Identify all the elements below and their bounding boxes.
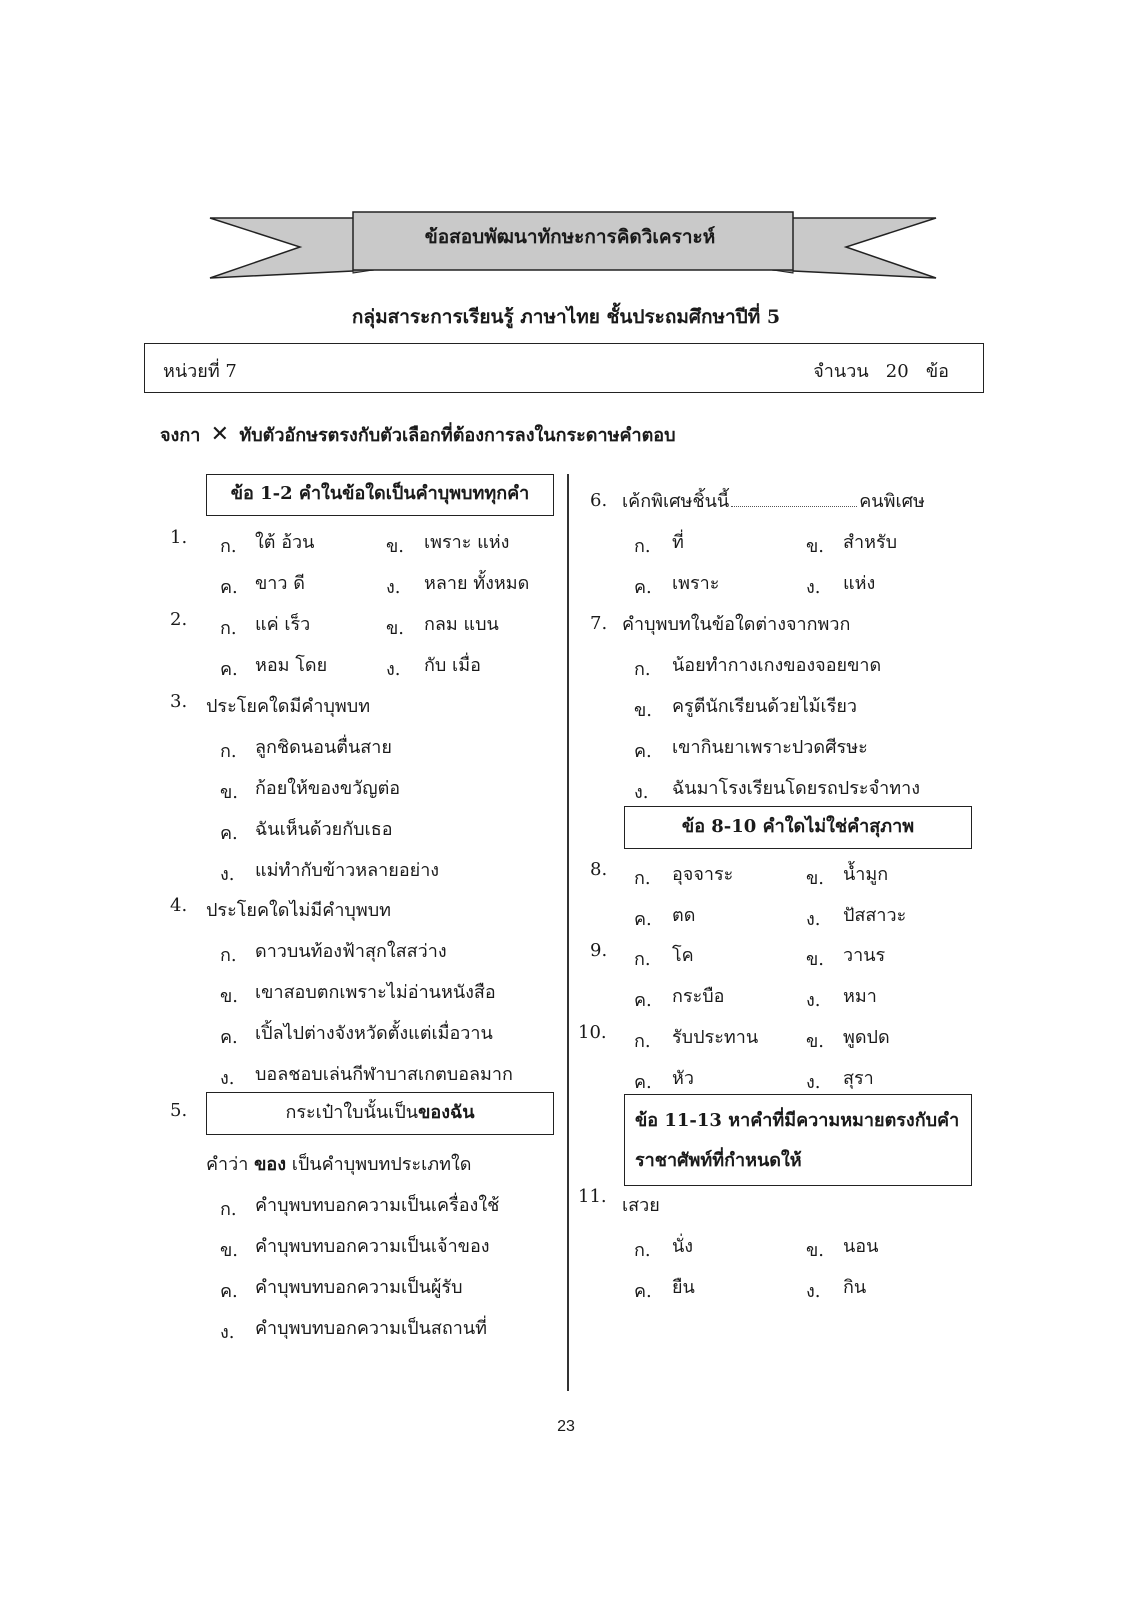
unit-box [144, 343, 984, 393]
choice-text: คำบุพบทบอกความเป็นเจ้าของ [255, 1236, 490, 1257]
choice-label: ก. [220, 1199, 237, 1220]
choice-text: อุจจาระ [672, 864, 734, 885]
choice-label: ก. [220, 741, 237, 762]
stem-part: คำว่า [206, 1154, 249, 1175]
subject-line: กลุ่มสาระการเรียนรู้ ภาษาไทย ชั้นประถมศึกษาปีที่ 5 [351, 306, 781, 328]
choice-text: น้อยทำกางเกงของจอยขาด [672, 655, 882, 676]
choice-text: คำบุพบทบอกความเป็นเครื่องใช้ [255, 1195, 500, 1216]
section-header-11-13 [624, 1094, 972, 1186]
choice-text: แค่ เร็ว [255, 614, 311, 635]
choice-label: ข. [386, 536, 405, 557]
choice-label: ค. [634, 577, 652, 598]
choice-label: ง. [220, 1068, 235, 1089]
choice-label: ข. [806, 1240, 825, 1261]
choice-label: ค. [634, 741, 652, 762]
question-number: 4. [170, 895, 188, 916]
choice-label: ก. [634, 949, 651, 970]
choice-text: นอน [843, 1236, 879, 1257]
choice-label: ง. [634, 782, 649, 803]
count-label: จำนวน [813, 361, 869, 382]
question-stem: คำบุพบทในข้อใดต่างจากพวก [622, 614, 851, 635]
choice-text: สำหรับ [843, 532, 898, 553]
question-number: 9. [590, 940, 608, 961]
choice-text: หอม โดย [255, 655, 328, 676]
question-stem: ประโยคใดไม่มีคำบุพบท [206, 900, 392, 921]
choice-label: ก. [220, 536, 237, 557]
choice-text: กลม แบน [424, 614, 499, 635]
choice-text: ลูกชิดนอนตื่นสาย [255, 737, 392, 758]
choice-text: วานร [843, 945, 886, 966]
choice-text: ดาวบนท้องฟ้าสุกใสสว่าง [255, 941, 447, 962]
question-number: 10. [578, 1022, 607, 1043]
choice-label: ก. [634, 1031, 651, 1052]
question-stem: ประโยคใดมีคำบุพบท [206, 696, 371, 717]
choice-text: เขากินยาเพราะปวดศีรษะ [672, 737, 868, 758]
section-header-line: ราชาศัพท์ที่กำหนดให้ [635, 1150, 802, 1171]
section-header-8-10: ข้อ 8-10 คำใดไม่ใช่คำสุภาพ [624, 806, 972, 849]
section-header-line: ข้อ 11-13 หาคำที่มีความหมายตรงกับคำ [635, 1110, 960, 1131]
q5-highlight: ของฉัน [418, 1102, 475, 1123]
banner-ribbon [0, 0, 1132, 300]
x-mark-icon: ✕ [210, 422, 230, 447]
choice-label: ก. [634, 1240, 651, 1261]
choice-label: ข. [220, 986, 239, 1007]
choice-label: ง. [386, 577, 401, 598]
choice-label: ก. [634, 536, 651, 557]
choice-label: ค. [634, 1072, 652, 1093]
choice-label: ข. [806, 536, 825, 557]
question-number: 5. [170, 1100, 188, 1121]
choice-label: ง. [806, 1072, 821, 1093]
choice-text: ฉันมาโรงเรียนโดยรถประจำทาง [672, 778, 920, 799]
choice-text: เขาสอบตกเพราะไม่อ่านหนังสือ [255, 982, 496, 1003]
question-number: 2. [170, 609, 188, 630]
question-stem [206, 1149, 472, 1178]
choice-label: ก. [220, 618, 237, 639]
banner-title: ข้อสอบพัฒนาทักษะการคิดวิเคราะห์ [424, 226, 716, 248]
stem-part: คนพิเศษ [859, 491, 925, 512]
choice-text: ใต้ อ้วน [255, 532, 315, 553]
choice-text: ครูตีนักเรียนด้วยไม้เรียว [672, 696, 858, 717]
choice-text: บอลชอบเล่นกีฬาบาสเกตบอลมาก [255, 1064, 513, 1085]
count-value: 20 [885, 361, 909, 382]
choice-label: ค. [634, 990, 652, 1011]
section-header-1-2: ข้อ 1-2 คำในข้อใดเป็นคำบุพบททุกคำ [206, 474, 554, 516]
choice-text: เพราะ [672, 573, 720, 594]
choice-text: โค [672, 945, 694, 966]
choice-label: ง. [220, 864, 235, 885]
choice-text: แห่ง [843, 573, 876, 594]
question-count [813, 356, 949, 385]
question-number: 6. [590, 490, 608, 511]
question-number: 8. [590, 859, 608, 880]
choice-label: ค. [220, 577, 238, 598]
q5-sentence: กระเป๋าใบนั้นเป็น [285, 1102, 419, 1123]
choice-label: ก. [634, 868, 651, 889]
choice-text: สุรา [843, 1068, 874, 1089]
choice-text: น้ำมูก [843, 864, 889, 885]
choice-text: คำบุพบทบอกความเป็นผู้รับ [255, 1277, 463, 1298]
choice-text: เปิ้ลไปต่างจังหวัดตั้งแต่เมื่อวาน [255, 1023, 493, 1044]
question-number: 7. [590, 613, 608, 634]
choice-label: ง. [220, 1322, 235, 1343]
choice-label: ง. [386, 659, 401, 680]
choice-label: ค. [220, 1027, 238, 1048]
choice-text: หลาย ทั้งหมด [424, 573, 530, 594]
choice-label: ค. [634, 1281, 652, 1302]
choice-label: ง. [806, 909, 821, 930]
choice-text: ตด [672, 905, 696, 926]
question-number: 11. [578, 1186, 607, 1207]
choice-text: คำบุพบทบอกความเป็นสถานที่ [255, 1318, 488, 1339]
choice-label: ง. [806, 577, 821, 598]
instruction-text: ทับตัวอักษรตรงกับตัวเลือกที่ต้องการลงในกระดาษคำตอบ [239, 425, 676, 446]
q5-sentence-box [206, 1092, 554, 1135]
choice-label: ค. [220, 659, 238, 680]
instruction-prefix: จงกา [160, 425, 201, 446]
choice-label: ข. [806, 1031, 825, 1052]
choice-label: ข. [220, 1240, 239, 1261]
choice-text: กิน [843, 1277, 867, 1298]
choice-text: หัว [672, 1068, 694, 1089]
choice-label: ข. [386, 618, 405, 639]
choice-label: ข. [220, 782, 239, 803]
question-number: 3. [170, 691, 188, 712]
choice-label: ค. [220, 823, 238, 844]
choice-text: ที่ [672, 532, 684, 553]
choice-label: ค. [634, 909, 652, 930]
page-number: 23 [557, 1418, 575, 1435]
blank-line [731, 492, 857, 507]
choice-text: เพราะ แห่ง [424, 532, 510, 553]
choice-text: กระบือ [672, 986, 725, 1007]
choice-text: ยืน [672, 1277, 695, 1298]
stem-part: เป็นคำบุพบทประเภทใด [291, 1154, 472, 1175]
choice-label: ก. [634, 659, 651, 680]
choice-label: ค. [220, 1281, 238, 1302]
question-number: 1. [170, 527, 188, 548]
choice-text: หมา [843, 986, 877, 1007]
choice-text: ก้อยให้ของขวัญต่อ [255, 778, 401, 799]
choice-text: นั่ง [672, 1236, 694, 1257]
instruction [160, 420, 676, 449]
choice-label: ก. [220, 945, 237, 966]
choice-label: ข. [806, 868, 825, 889]
question-stem: เสวย [622, 1195, 660, 1216]
stem-part: เค้กพิเศษชิ้นนี้ [622, 491, 730, 512]
choice-text: ปัสสาวะ [843, 905, 907, 926]
unit-label: หน่วยที่ 7 [163, 361, 237, 382]
choice-text: ฉันเห็นด้วยกับเธอ [255, 819, 393, 840]
count-unit: ข้อ [925, 361, 949, 382]
choice-text: ขาว ดี [255, 573, 305, 594]
question-stem [622, 486, 925, 515]
choice-text: พูดปด [843, 1027, 890, 1048]
choice-label: ง. [806, 1281, 821, 1302]
choice-text: แม่ทำกับข้าวหลายอย่าง [255, 860, 440, 881]
column-divider [567, 474, 569, 1391]
choice-text: รับประทาน [672, 1027, 759, 1048]
choice-label: ข. [634, 700, 653, 721]
stem-keyword: ของ [254, 1154, 287, 1175]
choice-label: ง. [806, 990, 821, 1011]
choice-text: กับ เมื่อ [424, 655, 481, 676]
choice-label: ข. [806, 949, 825, 970]
